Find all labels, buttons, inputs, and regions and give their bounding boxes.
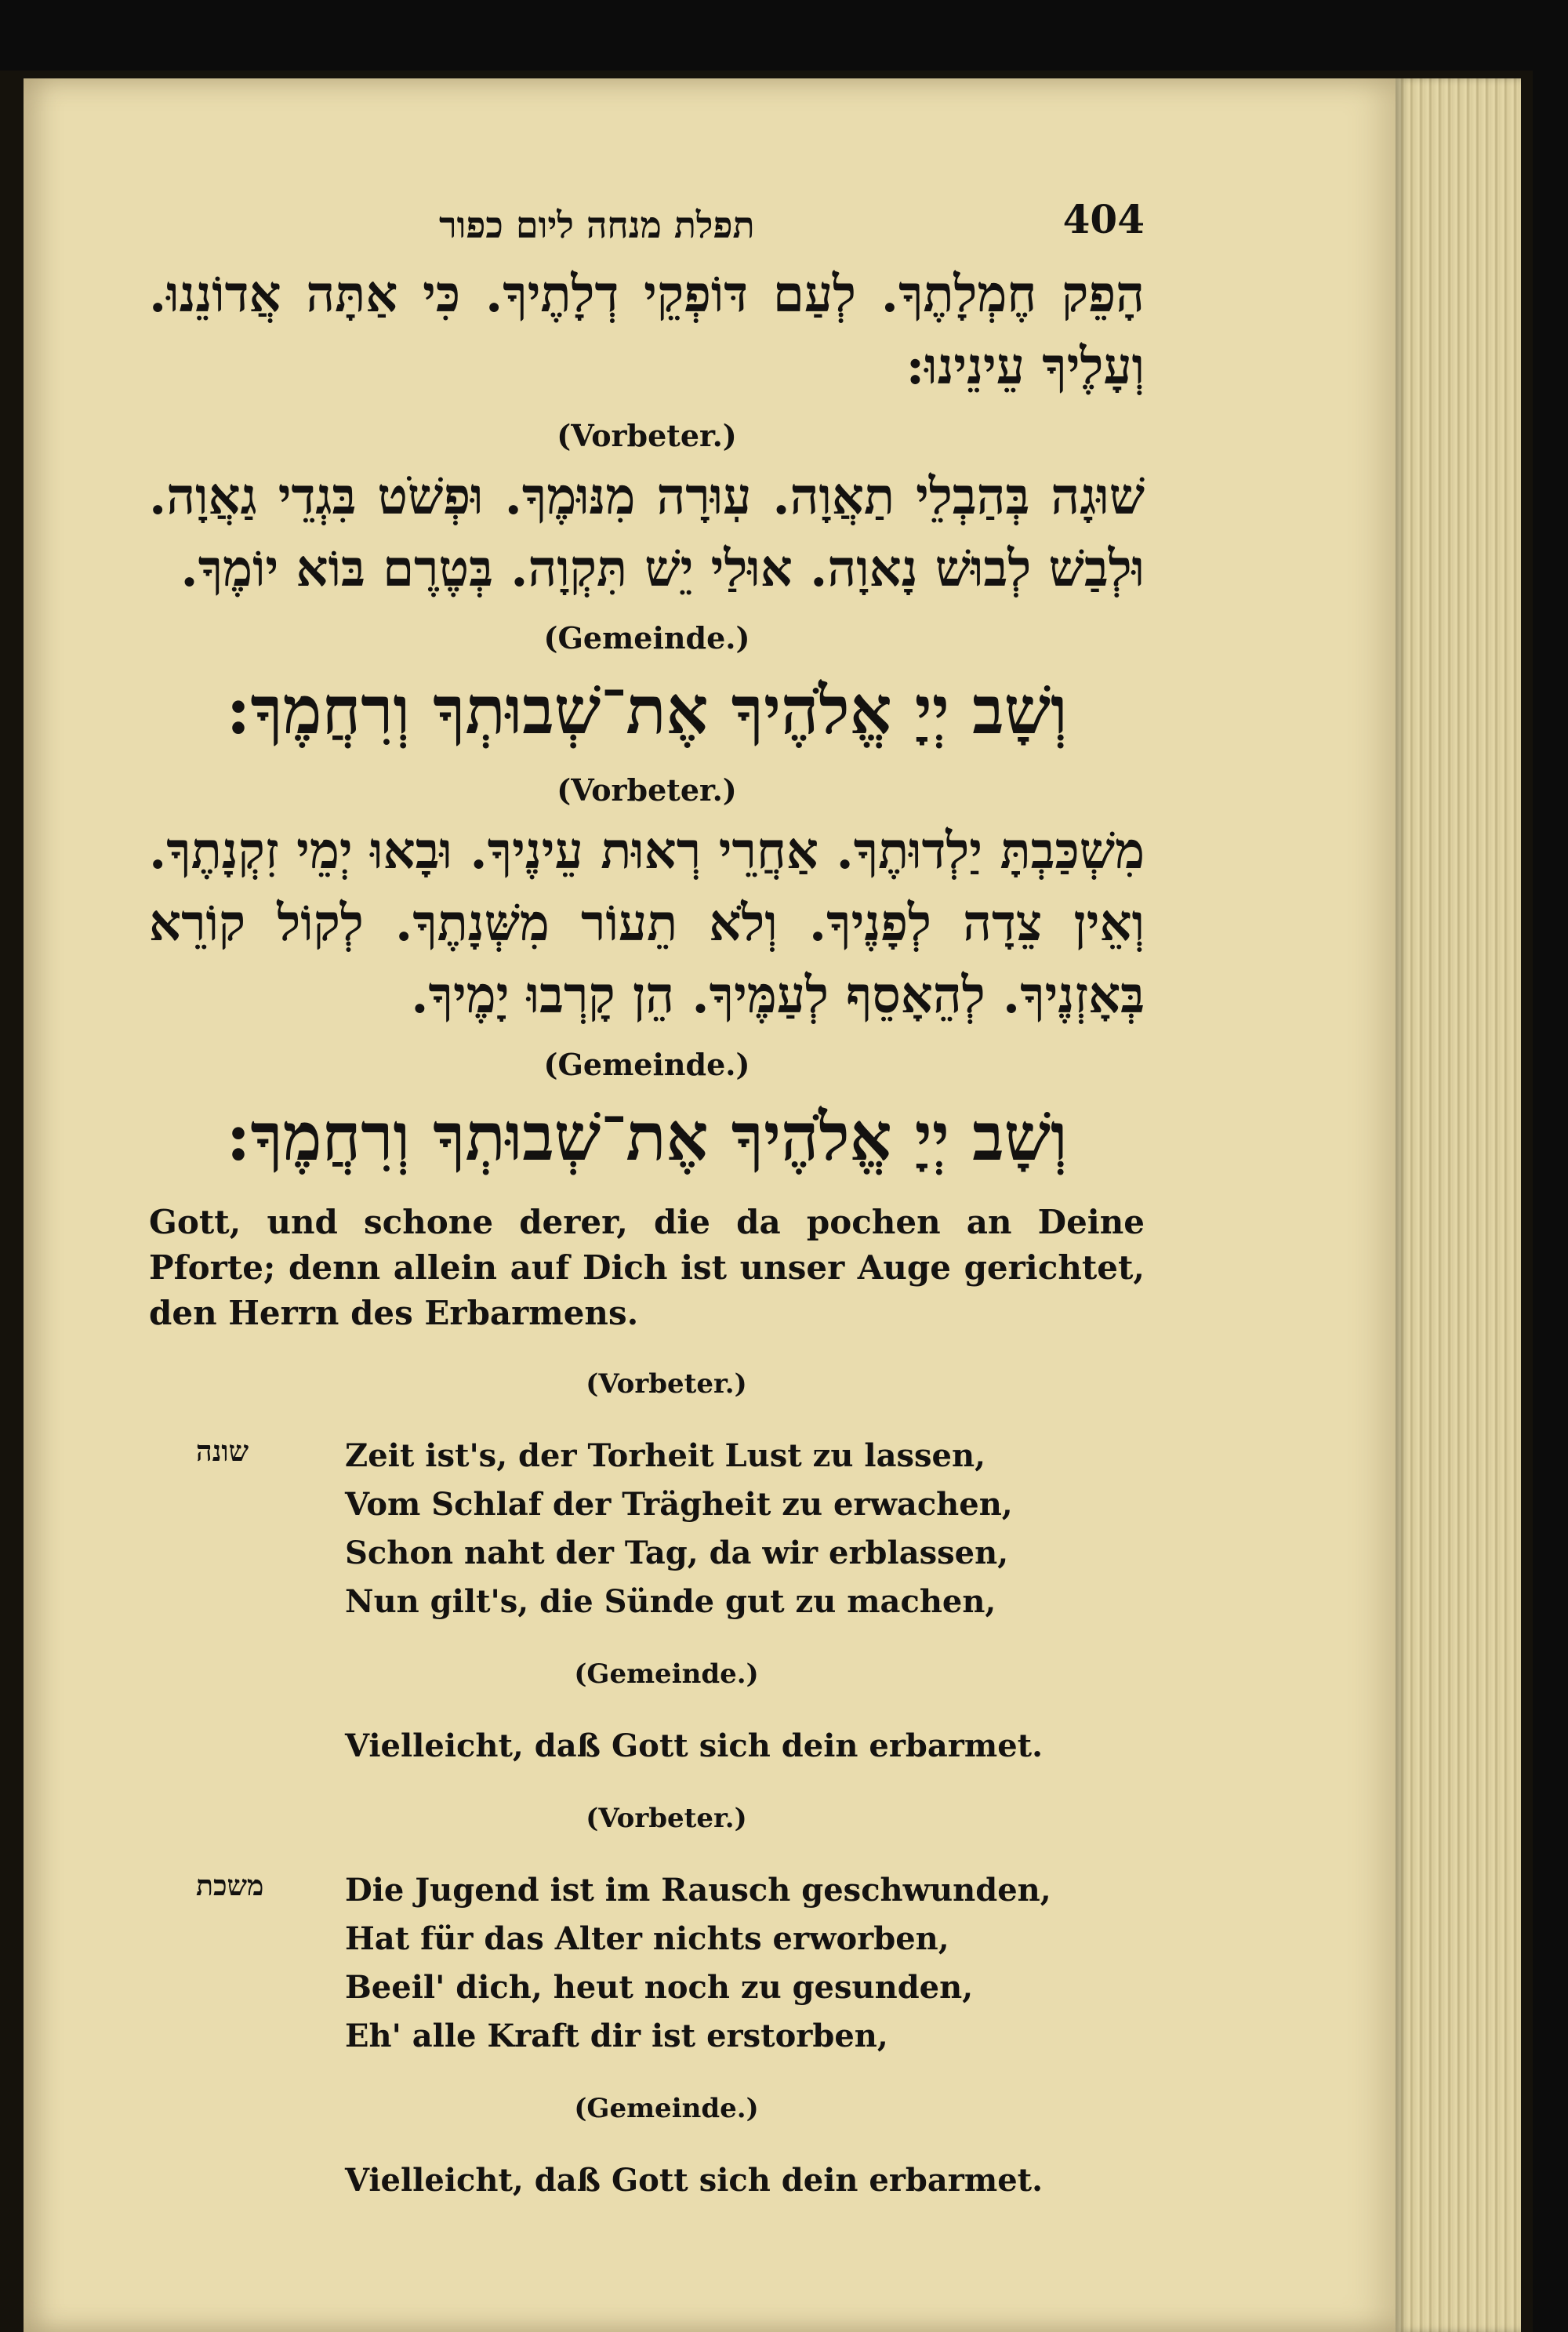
stanza-line: Vom Schlaf der Trägheit zu erwachen, xyxy=(345,1486,1013,1523)
role-label: (Gemeinde.) xyxy=(543,1047,750,1082)
role-label: (Gemeinde.) xyxy=(574,1658,759,1690)
role-label: (Vorbeter.) xyxy=(557,772,737,808)
stanza-marker: שונה xyxy=(196,1435,249,1468)
hebrew-refrain-1: וְשָׁב יְיָ אֱלֹהֶיךָ אֶת־שְׁבוּתְךָ וְרִחֲמֶךָ: xyxy=(226,671,1068,749)
page-number: 404 xyxy=(1062,196,1145,242)
hebrew-paragraph-2: שׁוּגָה בְּהַבְלֵי תַאֲוָה. עֽוּרָה מִנּוּמֶךָ. וּפְשֹׁט בִּגְדֵי גַאֲוָה. וּלְבַשׁ לְבוּשׁ נָאוָה. אוּלַי יֵשׁ תִּקְוָה. בְּטֶרֶם בּוֹא יוֹמֶךָ. xyxy=(149,467,1145,598)
hebrew-paragraph-3: מִשְׁכַּבְתָּ יַלְדוּתֶךָ. אַחֲרֵי רְאוּת עֵינֶיךָ. וּבָאוּ יְמֵי זִקְנָתֶךָ. וְאֵין צֵדָה לְפָנֶיךָ. וְלֹא תֵעוֹר מִשְּׁנָתֶךָ. לְקוֹל קוֹרֵא בְּאָזְנֶיךָ. לְהֵאָסֵף לְעַמֶּיךָ. הֵן קָרְבוּ יָמֶיךָ. xyxy=(149,822,1145,1025)
german-refrain-2: Vielleicht, daß Gott sich dein erbarmet. xyxy=(345,2162,1044,2199)
role-label: (Vorbeter.) xyxy=(586,1368,747,1400)
german-refrain-1: Vielleicht, daß Gott sich dein erbarmet. xyxy=(345,1727,1044,1764)
german-stanza-2 xyxy=(149,1866,1145,2061)
role-label: (Gemeinde.) xyxy=(574,2093,759,2124)
page-edges xyxy=(1396,78,1521,2332)
page-content xyxy=(149,188,1145,2205)
role-label: (Vorbeter.) xyxy=(586,1803,747,1834)
hebrew-refrain-2: וְשָׁב יְיָ אֱלֹהֶיךָ אֶת־שְׁבוּתְךָ וְרִחֲמֶךָ: xyxy=(226,1098,1068,1175)
hebrew-paragraph-1: הָפֵק חֶמְלָתֶךָ. לְעַם דּוֹפְקֵי דְלָתֶיךָ. כִּי אַתָּה אֲדוֹנֵנוּ. וְעָלֶיךָ עֵינֵינוּ: xyxy=(149,265,1145,396)
stanza-marker: משכת xyxy=(196,1869,264,1902)
stanza-line: Schon naht der Tag, da wir erblassen, xyxy=(345,1535,1009,1571)
stanza-line: Die Jugend ist im Rausch geschwunden, xyxy=(345,1872,1051,1909)
stanza-line: Eh' alle Kraft dir ist erstorben, xyxy=(345,2018,888,2054)
role-label: (Vorbeter.) xyxy=(557,418,737,453)
stanza-line: Nun gilt's, die Sünde gut zu machen, xyxy=(345,1583,996,1620)
german-stanza-1 xyxy=(149,1432,1145,1626)
stanza-line: Beeil' dich, heut noch zu gesunden, xyxy=(345,1969,974,2006)
running-title: תפלת מנחה ליום כפור xyxy=(439,204,755,246)
role-label: (Gemeinde.) xyxy=(543,620,750,656)
german-intro: Gott, und schone derer, die da pochen an Deine Pforte; denn allein auf Dich ist unser Auge gerichtet, den Herrn des Erbarmens. xyxy=(149,1203,1145,1332)
stanza-line: Zeit ist's, der Torheit Lust zu lassen, xyxy=(345,1437,985,1474)
stanza-line: Hat für das Alter nichts erworben, xyxy=(345,1920,949,1957)
page-header xyxy=(149,188,1145,259)
